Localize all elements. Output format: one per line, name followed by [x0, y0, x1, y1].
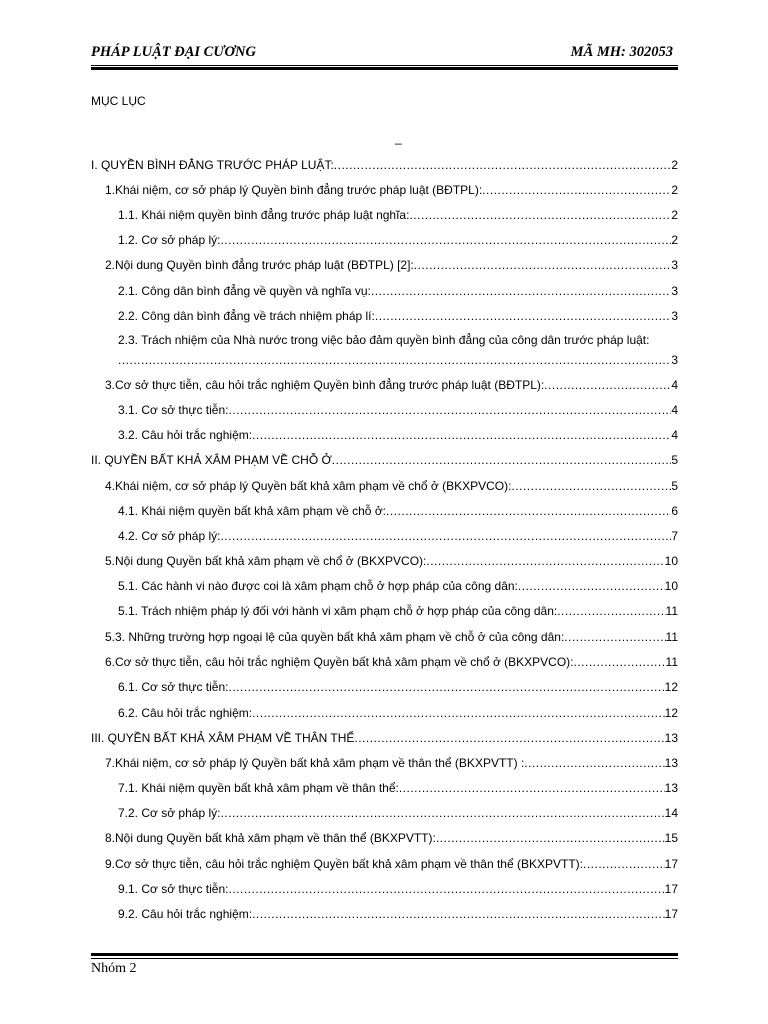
- toc-entry-page: 14: [664, 806, 678, 820]
- toc-entry[interactable]: [105, 478, 678, 494]
- toc-leader: [386, 503, 671, 519]
- toc-entry-text: 6.Cơ sở thực tiễn, câu hỏi trắc nghiệm Quyền bất khả xâm phạm về chổ ở (BKXPVCO):: [105, 655, 574, 669]
- toc-leader: [544, 377, 671, 393]
- toc-leader: [228, 402, 671, 418]
- toc-entry-text: 7.1. Khái niệm quyền bất khả xâm phạm về thân thể:: [118, 781, 399, 795]
- toc-entry[interactable]: [105, 553, 678, 569]
- toc-entry-page: 2: [671, 158, 678, 172]
- toc-entry-text: 8.Nội dung Quyền bất khả xâm phạm về thân thể (BKXPVTT):: [105, 831, 436, 845]
- header-rule-thick: [91, 67, 678, 70]
- footer-rule-thin: [91, 958, 678, 959]
- toc-entry[interactable]: [118, 528, 678, 544]
- toc-leader: [399, 780, 665, 796]
- toc-entry-page: 2: [671, 183, 678, 197]
- toc-entry-text: II. QUYỀN BẤT KHẢ XÂM PHẠM VỀ CHỖ Ở: [91, 453, 332, 467]
- toc-entry-text: 5.3. Những trường hợp ngoại lệ của quyền bất khả xâm phạm về chỗ ở của công dân:: [105, 630, 565, 644]
- toc-entry-text: 2.1. Công dân bình đẳng về quyền và nghĩa vụ:: [118, 284, 371, 298]
- toc-entry[interactable]: [105, 755, 678, 771]
- toc-entry-text: 1.2. Cơ sở pháp lý:: [118, 233, 221, 247]
- toc-entry-text: 9.1. Cơ sở thực tiễn:: [118, 882, 229, 896]
- footer-group-label: Nhóm 2: [91, 961, 137, 976]
- toc-dash-mark: –: [395, 136, 402, 150]
- toc-entry-text: 2.2. Công dân bình đẳng về trách nhiệm pháp lí:: [118, 309, 375, 323]
- toc-leader: [332, 452, 672, 468]
- toc-leader: [583, 856, 665, 872]
- toc-leader: [334, 157, 672, 173]
- toc-leader: [574, 654, 666, 670]
- toc-entry-text: 9.2. Câu hỏi trắc nghiệm:: [118, 907, 253, 921]
- toc-leader: [557, 603, 665, 619]
- toc-entry-page: 4: [671, 378, 678, 392]
- toc-entry-page: 13: [664, 756, 678, 770]
- toc-entry-text: 3.2. Câu hỏi trắc nghiệm:: [118, 428, 253, 442]
- toc-entry[interactable]: [118, 881, 678, 897]
- toc-leader: [524, 755, 664, 771]
- toc-entry-text: 1.1. Khái niệm quyền bình đẳng trước pháp luật nghĩa:: [118, 208, 410, 222]
- toc-entry-number: I.: [91, 158, 98, 172]
- toc-entry[interactable]: [105, 257, 678, 273]
- toc-entry[interactable]: [118, 705, 678, 721]
- toc-entry-text: Khái niệm, cơ sở pháp lý Quyền bất khả xâm phạm về thân thể (BKXPVTT) :: [115, 756, 525, 770]
- toc-entry-page: 2: [671, 233, 678, 247]
- toc-entry[interactable]: [105, 856, 678, 872]
- toc-entry[interactable]: [118, 283, 678, 299]
- toc-entry-page: 5: [671, 453, 678, 467]
- toc-entry-page: 17: [664, 907, 678, 921]
- toc-entry[interactable]: [118, 308, 678, 324]
- toc-entry[interactable]: [118, 805, 678, 821]
- toc-entry[interactable]: [91, 452, 678, 468]
- toc-leader: [511, 478, 671, 494]
- toc-entry-page: 2: [671, 208, 678, 222]
- toc-entry[interactable]: [118, 352, 678, 368]
- toc-entry-page: 17: [664, 882, 678, 896]
- toc-entry-page: 4: [671, 428, 678, 442]
- header-course-code: MÃ MH: 302053: [570, 44, 673, 60]
- toc-entry-page: 3: [671, 353, 678, 367]
- toc-leader: [220, 232, 671, 248]
- toc-entry-page: 11: [665, 630, 678, 644]
- toc-entry[interactable]: [118, 578, 678, 594]
- toc-leader: [220, 805, 664, 821]
- toc-entry-text: 4.1. Khái niệm quyền bất khả xâm phạm về chỗ ở:: [118, 504, 387, 518]
- toc-leader: [118, 352, 671, 368]
- toc-entry[interactable]: [118, 427, 678, 443]
- toc-heading: MỤC LỤC: [91, 94, 146, 108]
- toc-entry-text: 5.Nội dung Quyền bất khả xâm phạm về chổ ở (BKXPVCO):: [105, 554, 427, 568]
- toc-entry-text: 7.2. Cơ sở pháp lý:: [118, 806, 221, 820]
- toc-entry-text: 3.1. Cơ sở thực tiễn:: [118, 403, 229, 417]
- toc-entry-number: 7.: [105, 756, 116, 770]
- toc-entry-page: 7: [671, 529, 678, 543]
- toc-entry-page: 11: [665, 655, 678, 669]
- toc-entry[interactable]: [105, 654, 678, 670]
- toc-leader: [371, 283, 671, 299]
- toc-entry[interactable]: [105, 830, 678, 846]
- footer-rule-thick: [91, 953, 678, 956]
- toc-leader: [228, 881, 664, 897]
- toc-entry-text: QUYỀN BÌNH ĐẲNG TRƯỚC PHÁP LUẬT:: [100, 158, 334, 172]
- toc-leader: [409, 207, 671, 223]
- toc-entry-text: III. QUYỀN BẤT KHẢ XÂM PHẠM VỀ THÂN THỂ: [91, 731, 355, 745]
- toc-entry[interactable]: [118, 679, 678, 695]
- toc-entry-page: 6: [671, 504, 678, 518]
- toc-entry-text: 4.2. Cơ sở pháp lý:: [118, 529, 221, 543]
- toc-entry[interactable]: [105, 182, 678, 198]
- toc-leader: [228, 679, 664, 695]
- toc-entry-page: 12: [664, 706, 678, 720]
- toc-leader: [252, 906, 665, 922]
- toc-entry-text: 2.Nội dung Quyền bình đẳng trước pháp luật (BĐTPL) [2]:: [105, 258, 414, 272]
- toc-leader: [482, 182, 671, 198]
- toc-leader: [426, 553, 664, 569]
- toc-entry[interactable]: [105, 629, 678, 645]
- toc-entry-page: 10: [664, 554, 678, 568]
- toc-entry-page: 11: [665, 604, 678, 618]
- toc-entry[interactable]: [118, 402, 678, 418]
- toc-entry[interactable]: [118, 906, 678, 922]
- toc-entry-text: 9.Cơ sở thực tiễn, câu hỏi trắc nghiệm Quyền bất khả xâm phạm về thân thể (BKXPVTT):: [105, 857, 583, 871]
- toc-entry-page: 13: [664, 731, 678, 745]
- toc-leader: [252, 705, 665, 721]
- toc-entry-text: 1.Khái niệm, cơ sở pháp lý Quyền bình đẳng trước pháp luật (BĐTPL):: [105, 183, 483, 197]
- toc-entry-text: 6.1. Cơ sở thực tiễn:: [118, 680, 229, 694]
- toc-leader: [375, 308, 671, 324]
- toc-entry-page: 17: [664, 857, 678, 871]
- toc-leader: [252, 427, 671, 443]
- toc-leader: [564, 629, 665, 645]
- toc-leader: [414, 257, 672, 273]
- header-course-title: PHÁP LUẬT ĐẠI CƯƠNG: [91, 44, 256, 60]
- toc-entry-text: 6.2. Câu hỏi trắc nghiệm:: [118, 706, 253, 720]
- toc-entry-page: 3: [671, 258, 678, 272]
- toc-entry-text: 5.1. Các hành vi nào được coi là xâm phạm chỗ ở hợp pháp của công dân:: [118, 579, 518, 593]
- toc-entry-page: 15: [664, 831, 678, 845]
- toc-entry-text-wrapped[interactable]: 2.3. Trách nhiệm của Nhà nước trong việc bảo đảm quyền bình đẳng của công dân trước pháp luật:: [118, 333, 650, 347]
- toc-entry-text: 4.Khái niệm, cơ sở pháp lý Quyền bất khả xâm phạm về chổ ở (BKXPVCO):: [105, 479, 512, 493]
- toc-entry[interactable]: [118, 232, 678, 248]
- toc-entry-page: 3: [671, 309, 678, 323]
- toc-entry[interactable]: [118, 780, 678, 796]
- toc-entry[interactable]: [91, 730, 678, 746]
- toc-leader: [220, 528, 671, 544]
- toc-entry-page: 12: [664, 680, 678, 694]
- toc-leader: [518, 578, 665, 594]
- toc-entry-page: 5: [671, 479, 678, 493]
- toc-entry-text: 5.1. Trách nhiệm pháp lý đối với hành vi xâm phạm chỗ ở hợp pháp của công dân:: [118, 604, 558, 618]
- toc-leader: [354, 730, 664, 746]
- toc-entry-page: 3: [671, 284, 678, 298]
- toc-entry-page: 4: [671, 403, 678, 417]
- toc-entry-page: 10: [664, 579, 678, 593]
- toc-entry[interactable]: [118, 603, 678, 619]
- toc-entry-text: 3.Cơ sở thực tiễn, câu hỏi trắc nghiệm Quyền bình đẳng trước pháp luật (BĐTPL):: [105, 378, 545, 392]
- toc-entry[interactable]: [105, 377, 678, 393]
- header-rule-thin: [91, 65, 678, 66]
- toc-entry[interactable]: [118, 207, 678, 223]
- toc-leader: [436, 830, 665, 846]
- toc-entry[interactable]: [118, 503, 678, 519]
- toc-entry[interactable]: [91, 157, 678, 173]
- toc-entry-page: 13: [664, 781, 678, 795]
